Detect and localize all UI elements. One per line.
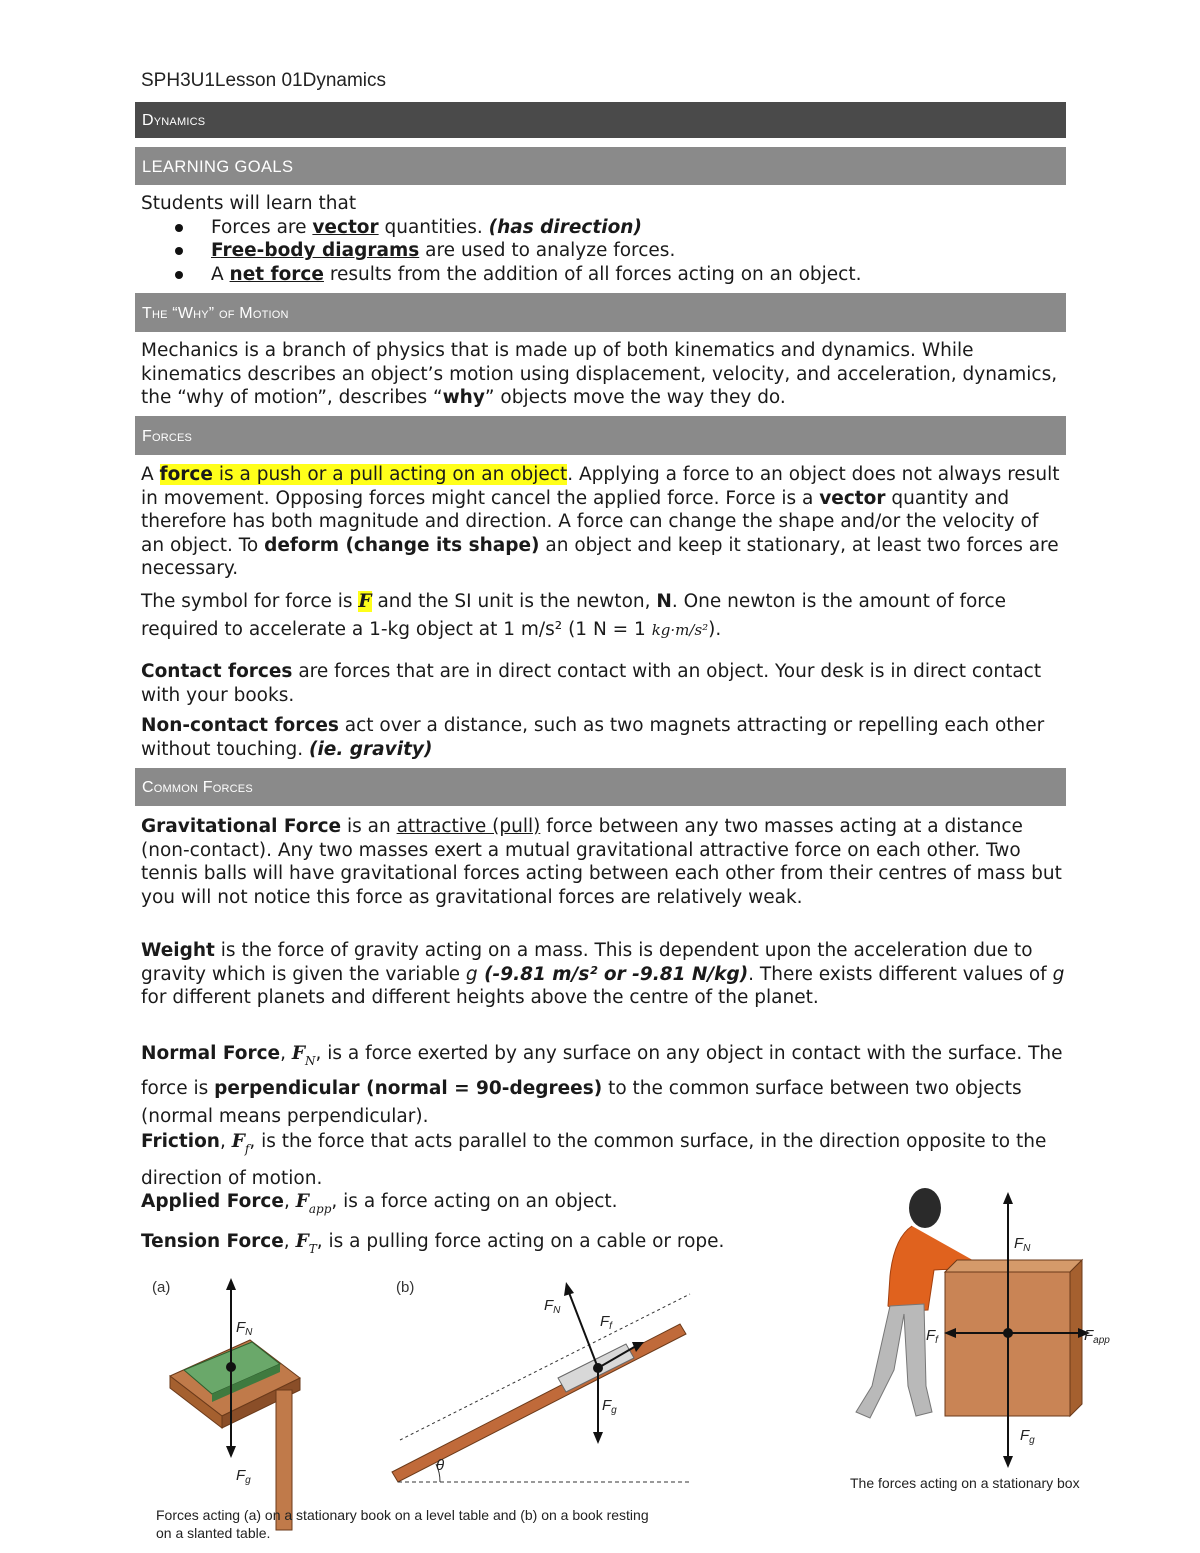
list-item: A net force results from the addition of all forces acting on an object. (211, 263, 1066, 287)
svg-text:Ff: $F_f$ (600, 1313, 612, 1332)
learning-goals-block (141, 192, 1066, 286)
section-bar-dynamics (135, 102, 1066, 138)
figure-a-label: (a) (152, 1279, 171, 1296)
section-bar-common-forces (135, 768, 1066, 806)
svg-text:Fg: $F_g$ (236, 1467, 251, 1486)
section-title-learning-goals: LEARNING GOALS (142, 158, 294, 176)
svg-text:θ: θ (436, 1457, 445, 1474)
section-bar-forces (135, 416, 1066, 455)
applied-force-paragraph: Applied Force, $F_{app}$, is a force acting on an object. (141, 1191, 618, 1216)
section-title-common-forces: Common Forces (142, 779, 253, 796)
section-title-forces: Forces (142, 428, 193, 445)
book-on-table-figure (140, 1268, 700, 1548)
section-title-why-of-motion: The “Why” of Motion (142, 305, 289, 322)
forces-paragraph: A force is a push or a pull acting on an object. Applying a force to an object does not always result in movement. Opposing forces might cancel the applied force. Force is a vector quantity and therefore has both magnitude and direction. A force can change the shape and/or the velocity of an object. To deform (change its shape) an object and keep it stationary, at least two forces are necessary. (141, 464, 1060, 579)
svg-text:on a slanted table.: on a slanted table. (156, 1525, 271, 1541)
figure-caption-right: The forces acting on a stationary box (850, 1475, 1080, 1491)
contact-forces-paragraph: Contact forces are forces that are in direct contact with an object. Your desk is in direct contact with your books. (141, 661, 1042, 706)
force-symbol: F (358, 591, 372, 612)
figure-b-label: (b) (396, 1279, 415, 1296)
section-bar-why-of-motion (135, 293, 1066, 332)
weight-paragraph: Weight is the force of gravity acting on a mass. This is dependent upon the acceleration due to gravity which is given the variable g (-9.81 m/s² or -9.81 N/kg). There exists different values of g for different planets and different heights above the centre of the planet. (141, 940, 1065, 1008)
friction-paragraph: Friction, $F_f$, is the force that acts parallel to the common surface, in the direction opposite to the direction of motion. (141, 1131, 1047, 1189)
svg-text:Fg: $F_g$ (1020, 1427, 1035, 1446)
svg-text:FN: $F_N$ (1014, 1235, 1031, 1254)
goals-intro: Students will learn that (141, 193, 357, 214)
stationary-box-figure (820, 1178, 1140, 1498)
list-item: Forces are vector quantities. (has direction) (211, 216, 1066, 240)
svg-text:Ff: $F_f$ (926, 1327, 938, 1346)
document-header: SPH3U1Lesson 01Dynamics (141, 70, 387, 91)
list-item: Free-body diagrams are used to analyze forces. (211, 239, 1066, 263)
tension-force-paragraph: Tension Force, $F_T$, is a pulling force acting on a cable or rope. (141, 1231, 725, 1256)
noncontact-forces-paragraph: Non-contact forces act over a distance, such as two magnets attracting or repelling each other without touching. (ie. gravity) (141, 715, 1045, 760)
goals-list (141, 216, 1066, 287)
section-bar-learning-goals (135, 147, 1066, 185)
normal-force-paragraph: Normal Force, $F_N$, is a force exerted by any surface on any object in contact with the surface. The force is perpendicular (normal = 90-degrees) to the common surface between two objects (normal means perpendicular). (141, 1043, 1063, 1127)
figure-caption-left: Forces acting (a) on a stationary book on a level table and (b) on a book resting (156, 1507, 649, 1523)
svg-text:FN: $F_N$ (544, 1297, 561, 1316)
why-of-motion-paragraph: Mechanics is a branch of physics that is made up of both kinematics and dynamics. While kinematics describes an object’s motion using displacement, velocity, and acceleration, dynamics, the “why of motion”, describes “why” objects move the way they do. (141, 340, 1058, 408)
svg-text:Fapp: $F_{app}$ (1084, 1327, 1110, 1346)
section-title-dynamics: Dynamics (142, 112, 206, 129)
force-symbol-paragraph: The symbol for force is F and the SI unit is the newton, N. One newton is the amount of force required to accelerate a 1-kg object at 1 m/s² (1 N = 1 kg·m/s²). (141, 591, 1007, 640)
svg-text:FN: $F_N$ (236, 1319, 253, 1338)
svg-text:Fg: $F_g$ (602, 1397, 617, 1416)
gravitational-force-paragraph: Gravitational Force is an attractive (pull) force between any two masses acting at a distance (non-contact). Any two masses exert a mutual gravitational attractive force on each other. Two tennis balls will have gravitational forces acting between each other from their centres of mass but you will not notice this force as gravitational forces are relatively weak. (141, 816, 1062, 908)
